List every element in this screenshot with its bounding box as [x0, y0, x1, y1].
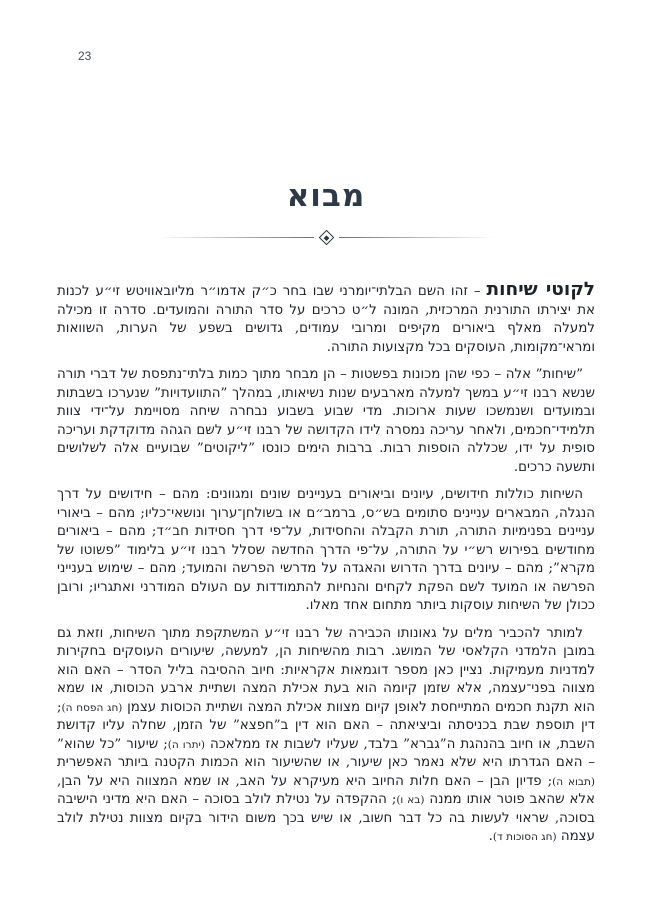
paragraph: [57, 281, 595, 357]
body-text: [57, 281, 595, 856]
page-number: 23: [78, 49, 92, 63]
divider-line-right: [339, 237, 495, 238]
paragraph-text: ; דין תוספת שבת בכניסתה וביציאתה – האם הוא דין ב”חפצא” של הזמן, שחלה עליו קדושת השבת, או חיוב בהנהגת ה”גברא” בלבד, שעליו לשבות אז ממלאכה: [57, 699, 595, 752]
paragraph-text: – זהו השם הבלתי־יומרני שבו בחר כ״ק אדמו״ר מליובאוויטש זי״ע לכנות את יצירתו התורנית המרכזית, המונה ל״ט כרכים על סדר התורה והמועדים. סדרה זו מכילה למעלה מאלף ביאורים מקיפים ומרובי עמודים, גדושים בשפע של הערות, השוואות ומראי־מקומות, העוסקים בכל מקצועות התורה.: [57, 284, 595, 355]
source-citation: (תבוא ה): [552, 775, 595, 788]
paragraph-text: השיחות כוללות חידושים, עיונים וביאורים בעניינים שונים ומגוונים: מהם – חידושים על דרך הנגלה, המבארים עניינים סתומים בש״ס, ברמב״ם או בשולחן־ערוך ונושאי־כליו; מהם – ביאורי עניינים בפנימיות התורה, תורת הקבלה והחסידות, על־פי דרך חסידות חב״ד; מהם – ביאורים מחודשים בפירוש רש״י על התורה, על־פי הדרך החדשה שסלל רבנו זי״ע בלימוד ”פשוטו של מקרא”; מהם – עיונים בדרך הדרוש והאגדה על מדרשי הפרשה והמועד; מהם – שימוש בענייני הפרשה או המועד לשם הפקת לקחים והנחיות להתמודדות עם העולם המודרני ואתגריו; ורובן ככולן של השיחות עוסקות ביותר מתחום אחד מאלו.: [57, 487, 595, 613]
paragraph-text: ”שיחות” אלה – כפי שהן מכונות בפשטות – הן מבחר מתוך כמות בלתי־נתפסת של דברי תורה שנשא רבנו זי״ע במשך למעלה מארבעים שנות נשיאותו, במהלך ”התוועדויות” שנערכו בשבתות ובמועדים ושנמשכו שעות ארוכות. מדי שבוע בשבוע נבחרה שיחה מסויימת על־ידי צוות תלמידי־חכמים, ולאחר עריכה נמסרה לידו הקדושה של רבנו זי״ע לשם הגהה מדוקדקת ועריכה סופית על ידו, שכללה הוספות רבות. ברבות הימים כונסו ”ליקוטים” שבועיים אלה לשלושים ותשעה כרכים.: [57, 367, 595, 475]
diamond-icon: [318, 230, 334, 246]
paragraph-text: ; שיעור ”כל שהוא” – האם הגדרתו היא שלא נאמר כאן שיעור, או שהשיעור הוא הכמות הקטנה ביותר האפשרית: [57, 736, 595, 770]
source-citation: (יתרו ה): [167, 738, 205, 751]
paragraph: [57, 625, 595, 847]
diamond-inner-icon: [323, 235, 329, 241]
source-citation: (חג הסוכות ד): [492, 831, 557, 843]
paragraph: [57, 366, 595, 477]
paragraph-text: למותר להכביר מלים על גאונותו הכבירה של רבנו זי״ע המשתקפת מתוך השיחות, וזאת גם במובן הלמדני הקלאסי של המושג. רבות מהשיחות הן, למעשה, שיעורים העוסקים בחקירות למדניות מעמיקות. נציין כאן מספר דוגמאות אקראיות: חיוב ההסיבה בליל הסדר – האם הוא מצווה בפני־עצמה, אלא שזמן קיומה הוא בעת אכילת המצה ושתיית ארבע הכוסות, או שמא הוא תקנת חכמים המתייחסת לאופן קיום מצוות אכילת המצה ושתיית הכוסות עצמן: [57, 625, 595, 715]
source-citation: (חג הפסח ה): [61, 701, 123, 714]
paragraph-lead-words: לקוטי שיחות: [486, 279, 596, 300]
source-citation: (בא ו): [396, 794, 425, 806]
page-title: מבוא: [286, 178, 366, 214]
paragraph-text: .: [488, 829, 493, 844]
divider-ornament: [158, 231, 494, 244]
paragraph-text: ; פדיון הבן – האם חלות החיוב היא מעיקרא על האב, או שמא המצווה היא על הבן, אלא שהאב פוטר אותו ממנה: [57, 773, 595, 807]
paragraph-text: ; ההקפדה על נטילת לולב בסוכה – האם היא מדיני הישיבה בסוכה, שראוי לעשות בה כל דבר חשוב, או שיש בכך משום הידור בקיום מצוות נטילת לולב עצמה: [57, 792, 595, 844]
divider-line-left: [158, 237, 314, 238]
paragraph: [57, 486, 595, 616]
